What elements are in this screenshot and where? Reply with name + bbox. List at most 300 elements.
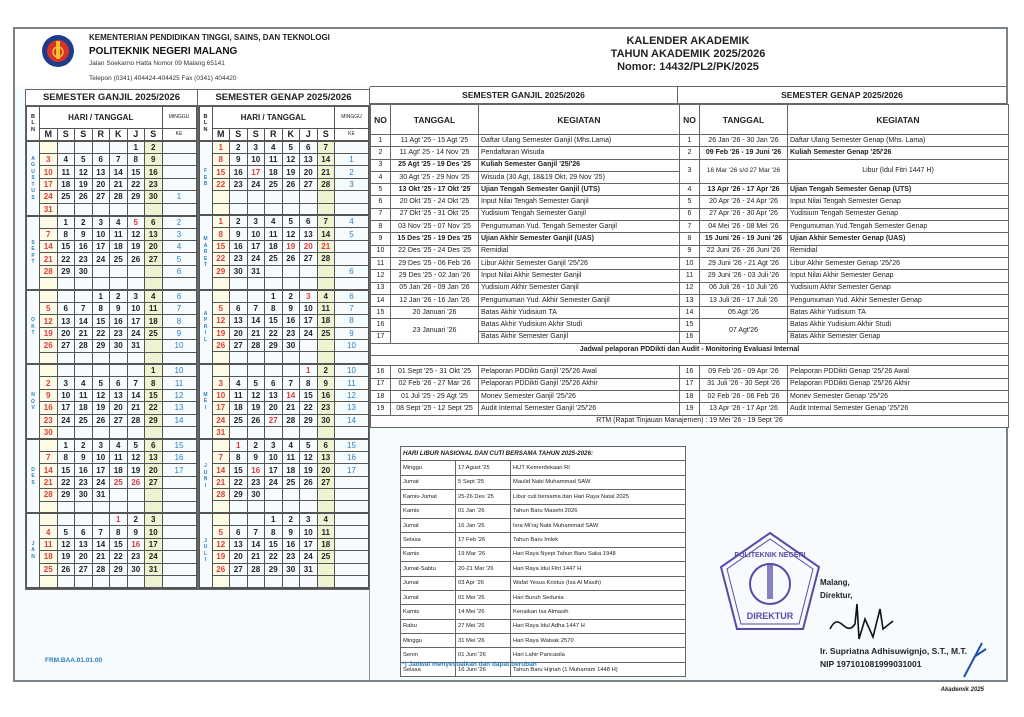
week-number-cell: 5 (335, 228, 369, 240)
calendar-day-cell: 21 (92, 551, 110, 563)
calendar-day-cell: 26 (57, 563, 75, 575)
calendar-day-cell: 16 (145, 166, 163, 178)
calendar-day-cell: 9 (40, 389, 58, 401)
calendar-day-cell (282, 426, 300, 439)
week-number-cell (162, 203, 196, 216)
calendar-day-cell: 6 (300, 141, 318, 154)
calendar-week-row (199, 489, 369, 501)
calendar-day-cell: 14 (40, 240, 58, 252)
calendar-day-cell: 4 (110, 439, 128, 452)
month-label-mei: M E I (199, 364, 212, 439)
calendar-day-cell: 22 (212, 253, 230, 265)
calendar-day-cell: 4 (145, 290, 163, 303)
calendar-week-row (27, 364, 197, 377)
holiday-description: Tahun Baru Imlek (511, 533, 686, 547)
calendar-day-cell: 20 (145, 464, 163, 476)
ganjil-activity: Batas Akhir Semester Ganjil (479, 331, 680, 343)
calendar-day-cell: 24 (212, 414, 230, 426)
ganjil-date: 11 Agt' 25 - 14 Nov '25 (391, 147, 479, 159)
holiday-description: Hari Raya Nyepi Tahun Baru Saka 1948 (511, 547, 686, 561)
calendar-week-row (27, 402, 197, 414)
calendar-day-cell: 1 (57, 439, 75, 452)
pelaporan-title: Jadwal pelaporan PDDikti dan Audit - Monitoring Evaluasi Internal (371, 344, 1009, 356)
calendar-day-cell: 17 (92, 240, 110, 252)
genap-date: 20 Apr '26 - 24 Apr '26 (700, 196, 788, 208)
calendar-day-cell: 9 (317, 377, 335, 389)
rtm-row (371, 415, 1009, 427)
day-header: K (282, 129, 300, 142)
calendar-day-cell: 27 (145, 476, 163, 488)
week-number-cell: 6 (162, 290, 196, 303)
calendar-day-cell: 22 (127, 178, 145, 190)
genap-activity: Daftar Ulang Semester Genap (Mhs. Lama) (788, 135, 1009, 147)
col-kegiatan-ganjil: KEGIATAN (479, 105, 680, 135)
calendar-day-cell: 9 (75, 452, 93, 464)
calendar-day-cell (265, 191, 283, 203)
calendar-week-row (27, 452, 197, 464)
calendar-day-cell: 5 (282, 215, 300, 228)
holiday-day: Jumat (401, 576, 456, 590)
calendar-day-cell: 5 (247, 377, 265, 389)
genap-activity: Monev Semester Genap '25/'26 (788, 390, 1009, 402)
week-number-cell: 10 (335, 364, 369, 377)
director-nip: NIP 197101081999031001 (820, 659, 922, 669)
calendar-day-cell: 9 (75, 228, 93, 240)
week-number-cell: 4 (335, 215, 369, 228)
holiday-row (401, 518, 686, 532)
calendar-day-cell: 20 (92, 178, 110, 190)
calendar-day-cell (230, 364, 248, 377)
calendar-day-cell (282, 489, 300, 501)
genap-no: 16 (680, 331, 700, 343)
calendar-day-cell: 13 (92, 166, 110, 178)
week-number-cell (162, 352, 196, 364)
calendar-day-cell (265, 278, 283, 290)
calendar-day-cell: 12 (92, 389, 110, 401)
calendar-day-cell: 10 (300, 302, 318, 314)
calendar-day-cell (110, 352, 128, 364)
calendar-day-cell: 13 (300, 154, 318, 166)
col-tanggal-ganjil: TANGGAL (391, 105, 479, 135)
calendar-day-cell: 21 (282, 402, 300, 414)
calendar-day-cell: 7 (317, 215, 335, 228)
week-number-cell (335, 551, 369, 563)
calendar-day-cell: 22 (300, 402, 318, 414)
calendar-week-row (199, 166, 369, 178)
calendar-day-cell: 28 (212, 489, 230, 501)
ganjil-calendar-table (26, 106, 197, 589)
academic-calendar-sheet (13, 27, 1008, 682)
week-number-cell (162, 551, 196, 563)
holiday-row (401, 619, 686, 633)
week-number-cell: 11 (335, 377, 369, 389)
calendar-day-cell: 31 (300, 563, 318, 575)
calendar-day-cell: 4 (265, 215, 283, 228)
calendar-day-cell: 28 (317, 253, 335, 265)
calendar-day-cell: 30 (282, 340, 300, 352)
calendar-day-cell: 15 (230, 464, 248, 476)
title-line-1: KALENDER AKADEMIK (626, 35, 750, 47)
calendar-day-cell (145, 278, 163, 290)
ganjil-date: 08 Sept '25 - 12 Sept '25 (391, 403, 479, 415)
holiday-date: 01 Jan '26 (456, 504, 511, 518)
calendar-day-cell: 17 (127, 315, 145, 327)
calendar-day-cell (92, 364, 110, 377)
schedule-note: *) Jadwal menyesuaikan dan dapat berubah (402, 661, 537, 668)
calendar-day-cell: 13 (145, 228, 163, 240)
activity-row (371, 196, 1009, 208)
holiday-row (401, 576, 686, 590)
calendar-day-cell: 22 (265, 551, 283, 563)
calendar-day-cell (40, 141, 58, 154)
calendar-day-cell (127, 265, 145, 277)
calendar-day-cell: 15 (92, 315, 110, 327)
calendar-day-cell: 12 (40, 315, 58, 327)
holiday-description: Hari Raya Idul Adha 1447 H (511, 619, 686, 633)
calendar-week-row (199, 389, 369, 401)
calendar-day-cell: 7 (40, 452, 58, 464)
calendar-day-cell: 30 (110, 340, 128, 352)
calendar-day-cell: 2 (75, 439, 93, 452)
calendar-week-row (199, 315, 369, 327)
calendar-week-row (199, 154, 369, 166)
calendar-day-cell (40, 513, 58, 526)
director-stamp-icon (715, 529, 825, 639)
month-label-maret: M A R E T (199, 215, 212, 289)
calendar-day-cell: 29 (127, 191, 145, 203)
ganjil-date: 05 Jan '26 - 09 Jan '26 (391, 282, 479, 294)
calendar-day-cell: 27 (300, 178, 318, 190)
ganjil-activity: Kuliah Semester Ganjil '25/'26 (479, 159, 680, 171)
holiday-day: Minggu (401, 634, 456, 648)
holiday-date: 5 Sept '25 (456, 475, 511, 489)
hari-tanggal-header: HARI / TANGGAL (40, 107, 163, 129)
calendar-day-cell (75, 576, 93, 588)
calendar-day-cell: 20 (300, 166, 318, 178)
calendar-day-cell: 4 (75, 377, 93, 389)
calendar-day-cell: 9 (145, 154, 163, 166)
genap-no: 15 (680, 319, 700, 331)
minggu-header: MINGGU (335, 107, 369, 129)
calendar-day-cell: 14 (212, 464, 230, 476)
calendar-day-cell: 2 (75, 216, 93, 229)
calendar-week-row (27, 538, 197, 550)
ganjil-no: 10 (371, 245, 391, 257)
calendar-day-cell: 15 (145, 389, 163, 401)
pelaporan-row (371, 390, 1009, 402)
genap-date: 29 Juni '26 - 21 Agt '26 (700, 257, 788, 269)
week-number-cell: 10 (162, 364, 196, 377)
genap-activity: Pelaporan PDDikti Genap '25/'26 Akhir (788, 378, 1009, 390)
genap-date: 26 Jan '26 - 30 Jan '26 (700, 135, 788, 147)
calendar-header-row (199, 107, 369, 129)
week-number-cell (335, 426, 369, 439)
pelaporan-row (371, 403, 1009, 415)
week-number-cell: 16 (335, 451, 369, 463)
calendar-day-cell: 6 (110, 377, 128, 389)
genap-date: 22 Juni '26 - 26 Juni '26 (700, 245, 788, 257)
calendar-week-row (199, 265, 369, 277)
month-label-okt: O K T (27, 290, 40, 364)
calendar-day-cell (92, 513, 110, 526)
ganjil-calendar (25, 106, 198, 590)
calendar-day-cell: 3 (92, 216, 110, 229)
calendar-day-cell: 28 (40, 489, 58, 501)
week-number-cell: 1 (335, 154, 369, 166)
calendar-day-cell: 7 (127, 377, 145, 389)
calendar-day-cell (212, 364, 230, 377)
calendar-day-cell (75, 278, 93, 290)
calendar-day-cell: 30 (127, 563, 145, 575)
calendar-day-cell (92, 576, 110, 588)
calendar-week-row (27, 340, 197, 352)
genap-activity: Kuliah Semester Genap '25/'26 (788, 147, 1009, 159)
calendar-day-cell: 14 (40, 464, 58, 476)
week-number-cell: 16 (162, 452, 196, 464)
calendar-day-cell: 4 (110, 216, 128, 229)
calendar-day-cell: 11 (317, 302, 335, 314)
calendar-day-cell: 20 (145, 240, 163, 252)
week-number-cell (335, 476, 369, 488)
calendar-day-cell (247, 203, 265, 215)
calendar-day-cell (40, 439, 58, 452)
holiday-day: Jumat (401, 475, 456, 489)
week-number-cell: 12 (335, 389, 369, 401)
calendar-day-cell: 12 (212, 315, 230, 327)
holiday-date: 20-21 Mar '26 (456, 562, 511, 576)
calendar-day-cell (317, 203, 335, 215)
calendar-day-cell: 25 (317, 551, 335, 563)
calendar-day-cell: 8 (57, 452, 75, 464)
holiday-date: 31 Mei '26 (456, 634, 511, 648)
week-number-cell (162, 501, 196, 513)
calendar-day-cell: 26 (212, 563, 230, 575)
calendar-day-cell: 27 (92, 191, 110, 203)
calendar-day-cell: 12 (127, 228, 145, 240)
holiday-row (401, 562, 686, 576)
calendar-day-cell (212, 575, 230, 587)
calendar-day-cell: 21 (212, 476, 230, 488)
week-number-cell: 2 (162, 216, 196, 229)
calendar-day-cell: 10 (247, 154, 265, 166)
ganjil-activity: Wisuda (30 Agt, 18&19 Okt, 29 Nov '25) (479, 171, 680, 183)
calendar-day-cell: 11 (230, 389, 248, 401)
calendar-day-cell (110, 427, 128, 440)
calendar-day-cell: 14 (282, 389, 300, 401)
week-number-cell (335, 278, 369, 290)
genap-date: 05 Agt '26 (700, 307, 788, 319)
day-header: J (300, 129, 318, 142)
calendar-day-cell (145, 265, 163, 277)
calendar-day-cell (230, 191, 248, 203)
holiday-row (401, 547, 686, 561)
holiday-date: 27 Mei '26 (456, 619, 511, 633)
calendar-day-cell: 15 (212, 166, 230, 178)
ganjil-date: 13 Okt '25 - 17 Okt '25 (391, 184, 479, 196)
calendar-day-cell: 28 (92, 563, 110, 575)
calendar-week-row (27, 178, 197, 190)
holiday-date: 19 Mar '26 (456, 547, 511, 561)
ganjil-activity: Audit Internal Semester Ganjil '25/'26 (479, 403, 680, 415)
calendar-day-cell: 7 (110, 154, 128, 166)
calendar-day-cell: 4 (265, 141, 283, 154)
calendar-day-cell (265, 489, 283, 501)
calendar-day-cell: 24 (92, 253, 110, 265)
calendar-day-cell (40, 290, 58, 303)
calendar-day-cell: 21 (40, 476, 58, 488)
calendar-day-cell (247, 191, 265, 203)
calendar-day-cell: 2 (127, 513, 145, 526)
week-number-cell (162, 154, 196, 166)
calendar-day-cell: 20 (75, 551, 93, 563)
calendar-day-cell: 8 (230, 451, 248, 463)
calendar-day-cell: 7 (317, 141, 335, 154)
holiday-description: Wafat Yesus Kristus (Isa Al Masih) (511, 576, 686, 590)
calendar-day-cell: 6 (230, 302, 248, 314)
calendar-day-cell (127, 203, 145, 216)
calendar-day-cell: 19 (127, 240, 145, 252)
calendar-day-cell (127, 364, 145, 377)
ganjil-no: 12 (371, 270, 391, 282)
calendar-day-cell: 6 (230, 526, 248, 538)
holiday-day: Selasa (401, 662, 456, 676)
genap-activity: Yudisium Tengah Semester Genap (788, 208, 1009, 220)
calendar-day-cell: 18 (110, 240, 128, 252)
hari-tanggal-header: HARI / TANGGAL (212, 107, 335, 129)
ganjil-no: 11 (371, 257, 391, 269)
genap-date: 06 Juli '26 - 10 Juli '26 (700, 282, 788, 294)
calendar-day-cell: 22 (145, 402, 163, 414)
genap-activity: Batas Akhir Yudisium Akhir Studi (788, 319, 1009, 331)
calendar-day-cell: 21 (75, 327, 93, 339)
month-label-juli: J U L I (199, 513, 212, 587)
genap-schedule-heading: SEMESTER GENAP 2025/2026 (781, 90, 903, 100)
calendar-day-cell (317, 352, 335, 364)
calendar-day-cell: 21 (247, 551, 265, 563)
calendar-day-cell: 16 (75, 240, 93, 252)
calendar-day-cell: 15 (300, 389, 318, 401)
ganjil-no: 17 (371, 331, 391, 343)
calendar-day-cell: 17 (57, 402, 75, 414)
calendar-day-cell: 22 (230, 476, 248, 488)
calendar-day-cell: 23 (247, 476, 265, 488)
calendar-week-row (199, 476, 369, 488)
calendar-day-cell (300, 265, 318, 277)
calendar-week-row (27, 389, 197, 401)
calendar-day-cell: 15 (212, 240, 230, 252)
week-number-cell (335, 563, 369, 575)
week-number-cell: 11 (162, 377, 196, 389)
calendar-day-cell: 31 (212, 426, 230, 439)
calendar-day-cell (230, 278, 248, 290)
activity-row (371, 294, 1009, 306)
calendar-day-cell: 13 (300, 228, 318, 240)
calendar-day-cell: 8 (265, 302, 283, 314)
calendar-day-cell (127, 352, 145, 364)
calendar-day-cell: 24 (145, 551, 163, 563)
week-number-cell (335, 526, 369, 538)
calendar-day-cell: 12 (212, 538, 230, 550)
calendar-day-cell (300, 278, 318, 290)
calendar-day-cell: 25 (145, 327, 163, 339)
calendar-day-cell (75, 427, 93, 440)
holiday-day: Jumat (401, 518, 456, 532)
week-number-cell: 15 (162, 439, 196, 452)
day-header: M (212, 129, 230, 142)
calendar-day-cell: 10 (212, 389, 230, 401)
calendar-week-row (199, 253, 369, 265)
calendar-day-cell: 18 (40, 551, 58, 563)
month-label-jan: J A N (27, 513, 40, 587)
calendar-day-cell: 18 (265, 166, 283, 178)
activity-row (371, 233, 1009, 245)
genap-date: 09 Feb '26 - 09 Apr '26 (700, 366, 788, 378)
activity-row (371, 147, 1009, 159)
calendar-day-cell: 31 (145, 563, 163, 575)
ganjil-date: 29 Des '25 - 06 Feb '26 (391, 257, 479, 269)
calendar-day-cell: 10 (40, 166, 58, 178)
calendar-day-cell (247, 513, 265, 526)
calendar-day-cell: 22 (92, 327, 110, 339)
ganjil-activity: Pelaporan PDDikti Ganjil '25/'26 Awal (479, 366, 680, 378)
holiday-description: Hari Raya Idul Fitri 1447 H (511, 562, 686, 576)
calendar-day-cell: 22 (265, 327, 283, 339)
genap-no: 7 (680, 221, 700, 233)
calendar-day-cell (230, 513, 248, 526)
genap-activity: Input Nilai Akhir Semester Genap (788, 270, 1009, 282)
calendar-day-cell: 23 (317, 402, 335, 414)
calendar-day-cell (75, 364, 93, 377)
calendar-day-cell: 25 (230, 414, 248, 426)
week-number-cell: 9 (162, 327, 196, 339)
holiday-date: 16 Juni '26 (456, 662, 511, 676)
week-number-cell: 13 (335, 402, 369, 414)
calendar-day-cell (145, 489, 163, 501)
activity-row (371, 257, 1009, 269)
calendar-day-cell: 19 (282, 166, 300, 178)
calendar-day-cell: 23 (282, 551, 300, 563)
calendar-day-cell (265, 203, 283, 215)
calendar-day-cell (40, 352, 58, 364)
calendar-day-cell: 13 (110, 389, 128, 401)
calendar-day-cell: 11 (317, 526, 335, 538)
calendar-day-cell: 28 (127, 414, 145, 426)
bln-header: B L N (27, 107, 40, 142)
calendar-header-row (27, 107, 197, 129)
calendar-day-cell (300, 575, 318, 587)
calendar-day-cell (247, 501, 265, 513)
activity-row (371, 159, 1009, 171)
calendar-day-cell: 17 (265, 464, 283, 476)
holiday-description: Maulid Nabi Muhammad SAW (511, 475, 686, 489)
calendar-day-cell: 16 (317, 389, 335, 401)
day-header: R (92, 129, 110, 142)
calendar-day-cell: 18 (265, 240, 283, 252)
calendar-day-cell: 15 (57, 464, 75, 476)
calendar-day-cell: 30 (75, 489, 93, 501)
holiday-row (401, 590, 686, 604)
calendar-day-cell (212, 439, 230, 452)
schedule-column (370, 29, 1006, 680)
calendar-day-cell: 8 (92, 303, 110, 315)
holiday-day: Kamis (401, 547, 456, 561)
calendar-day-cell (57, 513, 75, 526)
genap-date: 04 Mei '26 - 08 Mei '26 (700, 221, 788, 233)
calendar-day-cell (92, 427, 110, 440)
month-label-feb: F E B (199, 141, 212, 215)
calendar-day-cell: 28 (317, 178, 335, 190)
holiday-day: Rabu (401, 619, 456, 633)
